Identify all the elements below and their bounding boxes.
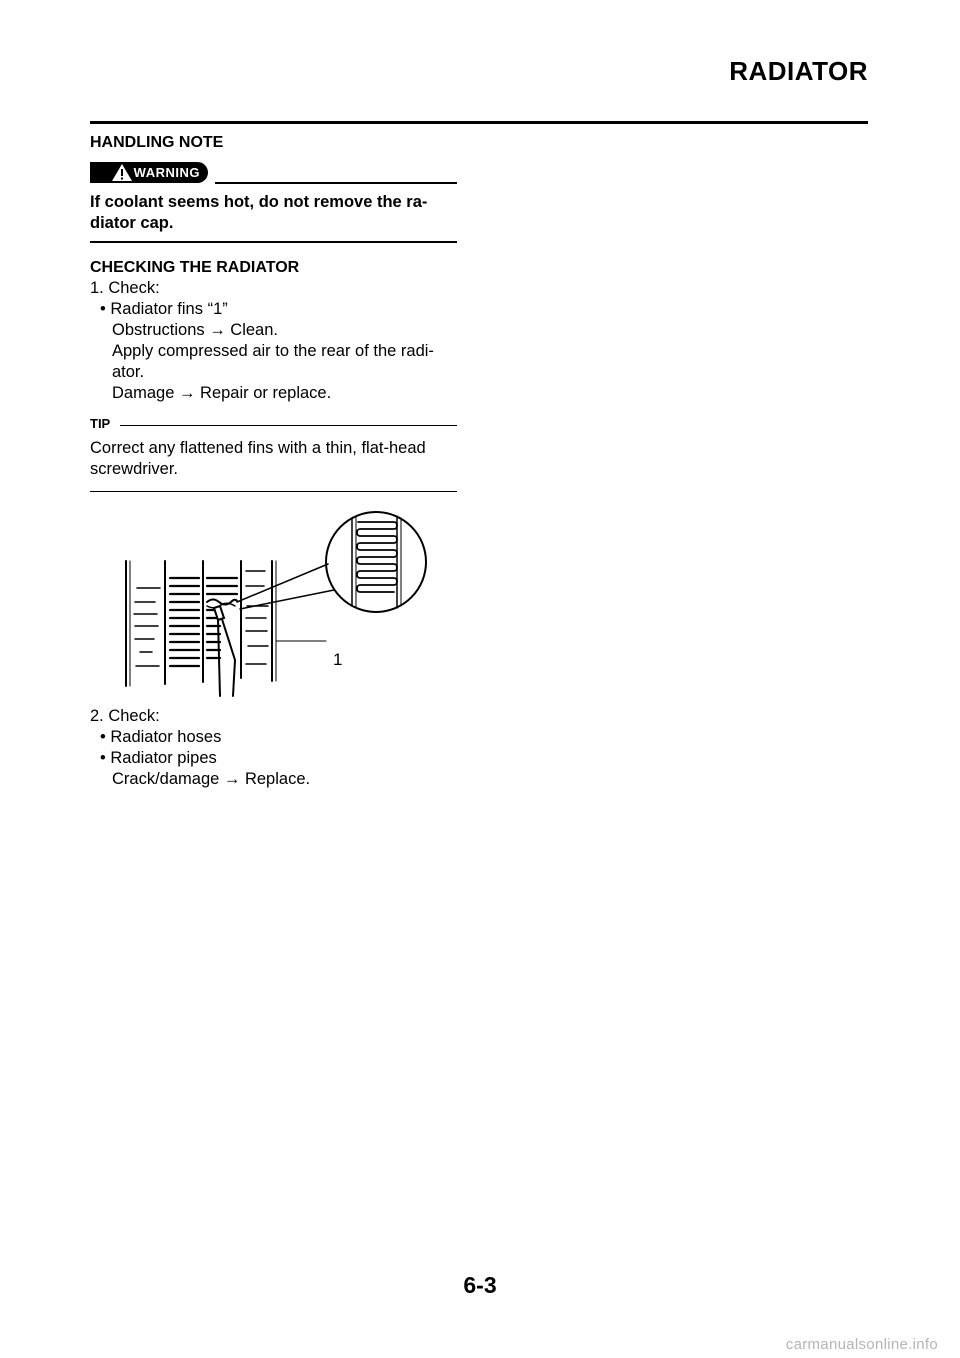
radiator-fins-drawing bbox=[90, 506, 457, 706]
warning-label: WARNING bbox=[133, 165, 200, 180]
warning-text bbox=[90, 192, 457, 234]
watermark: carmanualsonline.info bbox=[785, 1336, 938, 1353]
tip-text bbox=[90, 438, 457, 480]
radiator-fins-illustration bbox=[90, 506, 457, 706]
step2-item: • Radiator pipes bbox=[100, 749, 217, 767]
step1-line: Damage → Repair or replace. bbox=[112, 384, 332, 402]
warning-line: diator cap. bbox=[90, 214, 174, 232]
checking-radiator-heading: CHECKING THE RADIATOR bbox=[90, 259, 300, 276]
step1-line: ator. bbox=[112, 363, 145, 381]
handling-note-heading: HANDLING NOTE bbox=[90, 134, 224, 151]
warning-line: If coolant seems hot, do not remove the ra- bbox=[90, 193, 428, 211]
warning-header bbox=[90, 162, 457, 188]
figure-callout-1: 1 bbox=[333, 650, 343, 669]
tip-rule bbox=[120, 425, 457, 426]
step1-label: 1. Check: bbox=[90, 279, 160, 297]
warning-triangle-icon bbox=[111, 163, 133, 182]
tip-line: screwdriver. bbox=[90, 460, 179, 478]
tip-end-rule bbox=[90, 491, 457, 492]
step1-item: • Radiator fins “1” bbox=[100, 300, 228, 318]
title-rule bbox=[90, 121, 868, 124]
warning-rule bbox=[215, 182, 457, 184]
tip-line: Correct any flattened fins with a thin, flat-head bbox=[90, 439, 426, 457]
page-title: RADIATOR bbox=[729, 56, 868, 86]
step1-line: Apply compressed air to the rear of the radi- bbox=[112, 342, 434, 360]
content-column bbox=[90, 132, 457, 790]
step2-item: • Radiator hoses bbox=[100, 728, 222, 746]
warning-end-rule bbox=[90, 241, 457, 243]
step1-line: Obstructions → Clean. bbox=[112, 321, 278, 339]
warning-badge bbox=[90, 162, 208, 183]
tip-label: TIP bbox=[90, 416, 111, 431]
page-number: 6-3 bbox=[463, 1272, 497, 1298]
step2-label: 2. Check: bbox=[90, 707, 160, 725]
step2-result: Crack/damage → Replace. bbox=[112, 770, 311, 788]
tip-header bbox=[90, 413, 457, 432]
